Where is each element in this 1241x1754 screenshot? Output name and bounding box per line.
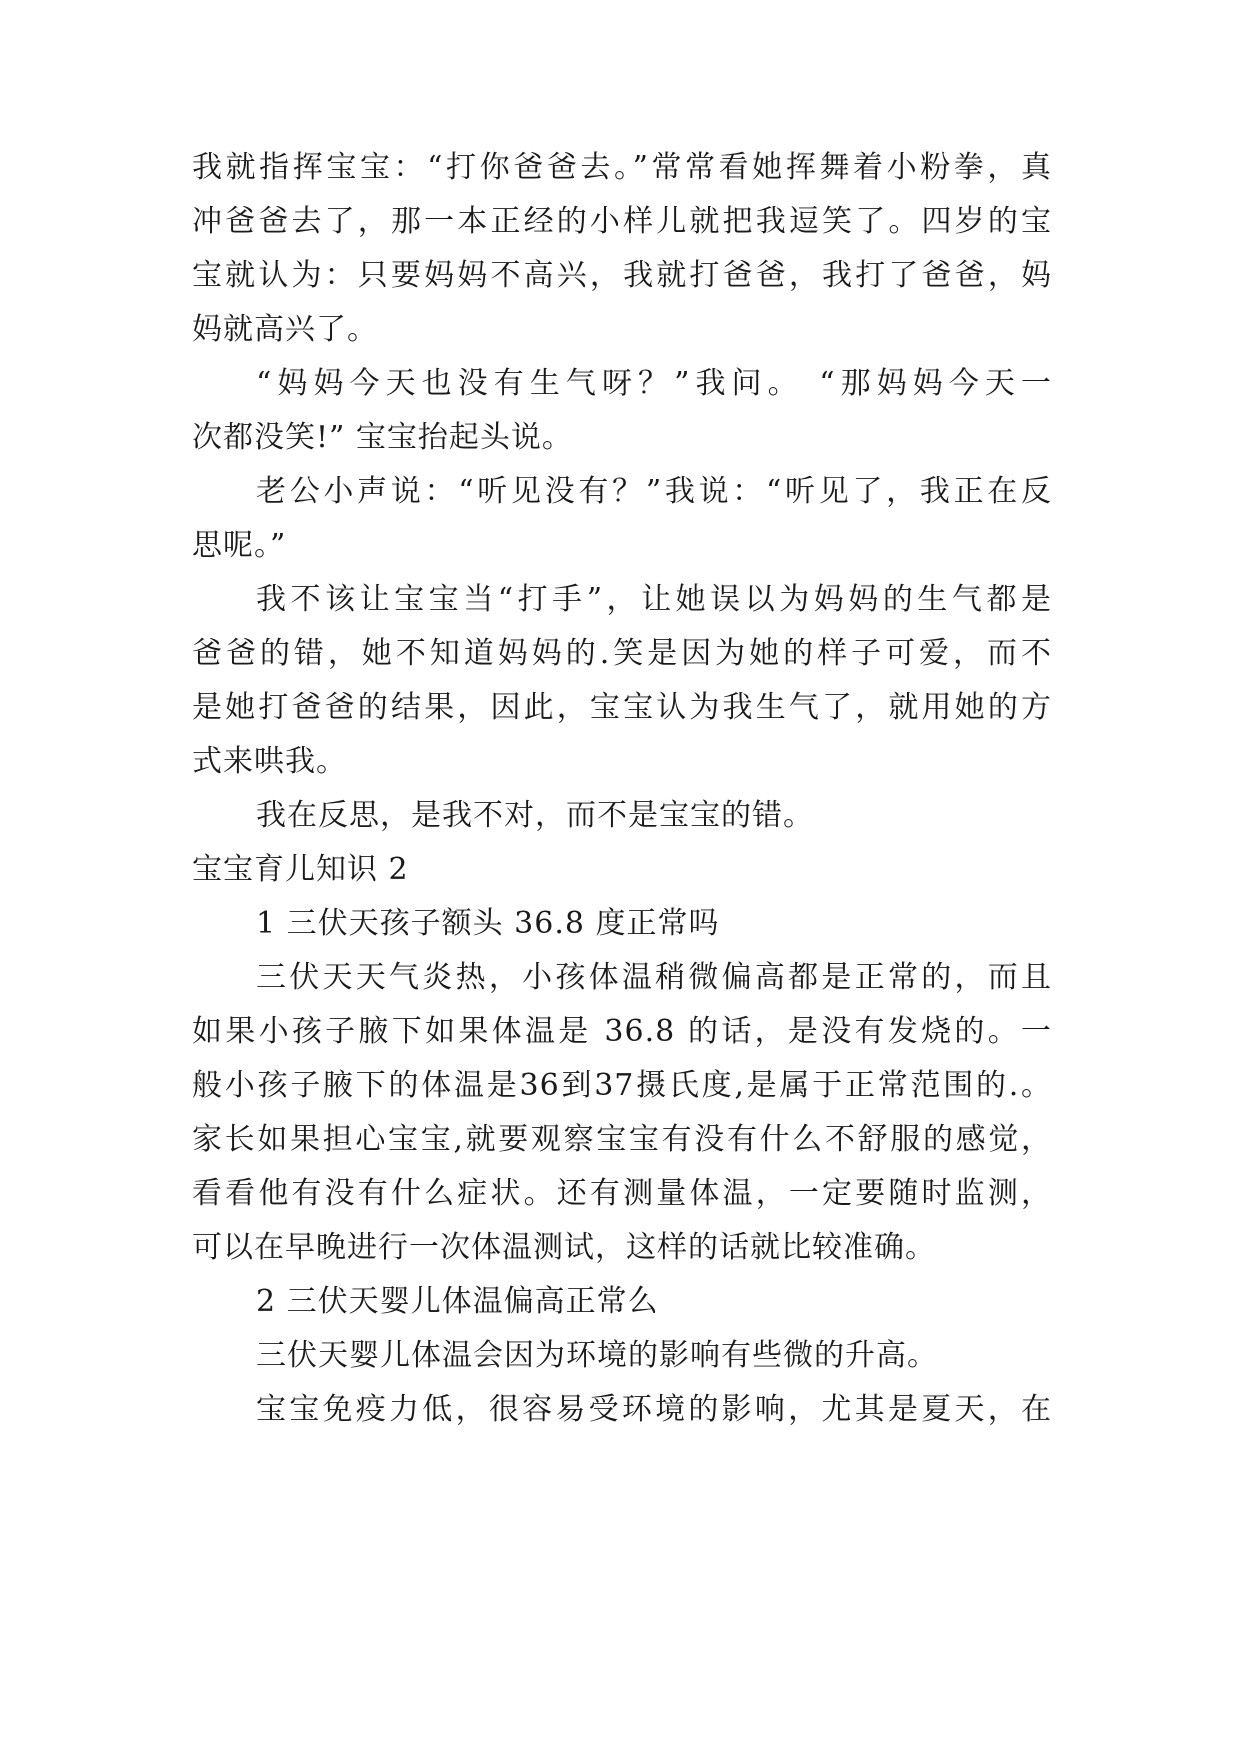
paragraph-line: 般小孩子腋下的体温是36到37摄氏度,是属于正常范围的.。 (192, 1068, 1052, 1103)
paragraph-line: 可以在早晚进行一次体温测试，这样的话就比较准确。 (192, 1230, 936, 1265)
paragraph-line: 我在反思，是我不对，而不是宝宝的错。 (256, 798, 814, 833)
paragraph-line: 宝就认为：只要妈妈不高兴，我就打爸爸，我打了爸爸，妈 (192, 258, 1052, 293)
paragraph-line: “妈妈今天也没有生气呀？”我问。 “那妈妈今天一 (256, 366, 1052, 401)
paragraph-line: 是她打爸爸的结果，因此，宝宝认为我生气了，就用她的方 (192, 690, 1052, 725)
paragraph-line: 家长如果担心宝宝,就要观察宝宝有没有什么不舒服的感觉， (192, 1122, 1052, 1157)
paragraph-line: 妈就高兴了。 (192, 312, 378, 347)
paragraph-line: 老公小声说：“听见没有？”我说：“听见了，我正在反 (256, 474, 1052, 509)
paragraph-line: 如果小孩子腋下如果体温是 36.8 的话，是没有发烧的。一 (192, 1014, 1052, 1049)
subheading: 1 三伏天孩子额头 36.8 度正常吗 (256, 906, 720, 941)
paragraph-line: 三伏天婴儿体温会因为环境的影响有些微的升高。 (256, 1338, 938, 1373)
paragraph-line: 式来哄我。 (192, 744, 347, 779)
paragraph-line: 思呢。” (192, 528, 287, 563)
paragraph-line: 看看他有没有什么症状。还有测量体温，一定要随时监测， (192, 1176, 1052, 1211)
paragraph-line: 我就指挥宝宝：“打你爸爸去。”常常看她挥舞着小粉拳，真 (192, 150, 1052, 185)
paragraph-line: 我不该让宝宝当“打手”，让她误以为妈妈的生气都是 (256, 582, 1052, 617)
paragraph-line: 宝宝免疫力低，很容易受环境的影响，尤其是夏天，在 (256, 1392, 1052, 1427)
paragraph-line: 爸爸的错，她不知道妈妈的.笑是因为她的样子可爱，而不 (192, 636, 1052, 671)
paragraph-line: 冲爸爸去了，那一本正经的小样儿就把我逗笑了。四岁的宝 (192, 204, 1052, 239)
subheading: 2 三伏天婴儿体温偏高正常么 (256, 1284, 659, 1319)
section-heading: 宝宝育儿知识 2 (192, 852, 409, 887)
paragraph-line: 三伏天天气炎热，小孩体温稍微偏高都是正常的，而且 (256, 960, 1052, 995)
paragraph-line: 次都没笑!” 宝宝抬起头说。 (192, 420, 573, 455)
